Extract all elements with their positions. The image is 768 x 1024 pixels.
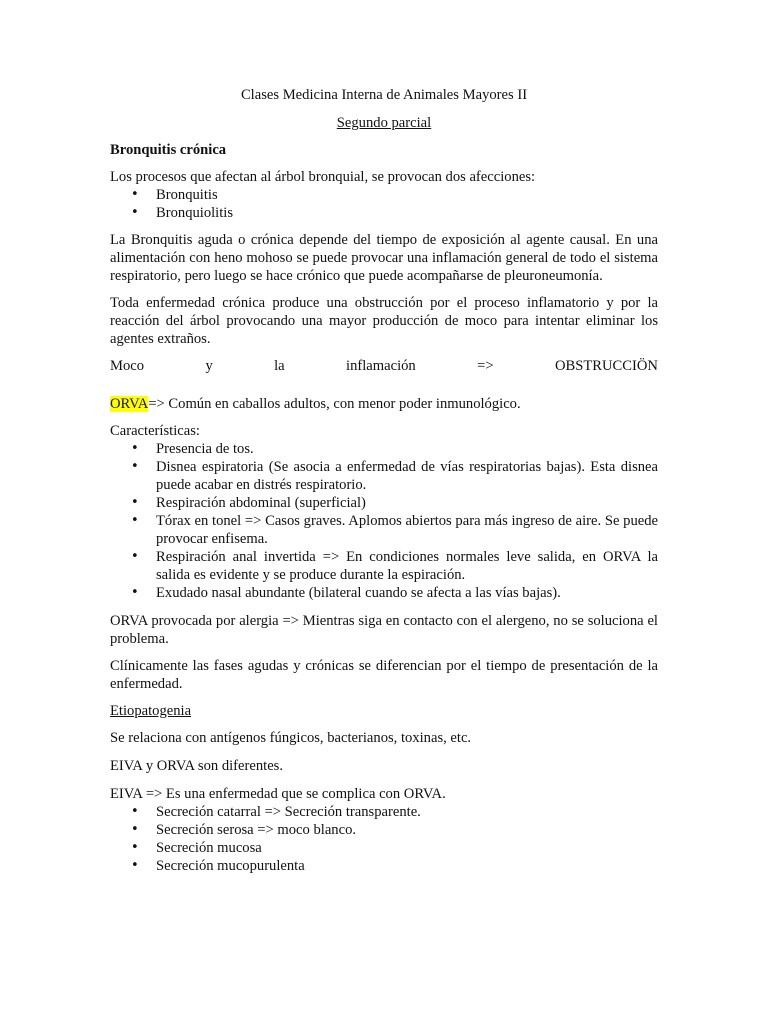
bullet-icon: • [131, 495, 139, 510]
word: la [274, 358, 285, 374]
list-item-text: Secreción mucopurulenta [156, 858, 305, 874]
paragraph: Se relaciona con antígenos fúngicos, bacterianos, toxinas, etc. [110, 730, 472, 746]
word: => [477, 358, 494, 374]
list-item [110, 803, 658, 821]
bullet-icon: • [131, 804, 139, 819]
orva-highlight: ORVA [110, 396, 149, 412]
list-item [110, 186, 658, 204]
list-item-text: Bronquitis [156, 187, 218, 203]
paragraph: EIVA y ORVA son diferentes. [110, 758, 284, 774]
bullet-icon: • [131, 858, 139, 873]
list-item [110, 857, 658, 875]
bullet-icon: • [131, 822, 139, 837]
list-item-text: Secreción serosa => moco blanco. [156, 822, 357, 838]
word: OBSTRUCCIÖN [554, 358, 658, 374]
list-item-text: Tórax en tonel => Casos graves. Aplomos abiertos para más ingreso de aire. Se puede provocar enfisema. [156, 513, 658, 547]
bullet-icon: • [131, 513, 139, 528]
characteristics-label: Características: [110, 423, 200, 439]
list-item-text: Secreción mucosa [156, 840, 262, 856]
intro-paragraph: Los procesos que afectan al árbol bronquial, se provocan dos afecciones: [110, 169, 536, 185]
list-item [110, 204, 658, 222]
list-item-text: Respiración anal invertida => En condiciones normales leve salida, en ORVA la salida es evidente y se produce durante la espiración. [156, 549, 658, 583]
list-item-text: Secreción catarral => Secreción transparente. [156, 804, 421, 820]
list-item [110, 839, 658, 857]
section-heading-bronquitis: Bronquitis crónica [110, 142, 227, 158]
document-page [110, 86, 658, 875]
list-item-text: Exudado nasal abundante (bilateral cuando se afecta a las vías bajas). [156, 585, 561, 601]
list-item [110, 494, 658, 512]
subtitle-line [110, 114, 658, 132]
list-item [110, 548, 658, 584]
bullet-icon: • [131, 549, 139, 564]
bullet-icon: • [131, 187, 139, 202]
paragraph: La Bronquitis aguda o crónica depende del tiempo de exposición al agente causal. En una alimentación con heno mohoso se puede provocar una inflamación general de todo el sistema respiratorio, pero luego se hace crónico que puede acompañarse de pleuroneumonía. [110, 232, 658, 284]
orva-line [110, 395, 658, 413]
secretions-list [110, 803, 658, 875]
list-item [110, 512, 658, 548]
bullet-icon: • [131, 205, 139, 220]
document-subtitle: Segundo parcial [336, 115, 432, 131]
word: y [205, 358, 213, 374]
paragraph: ORVA provocada por alergia => Mientras siga en contacto con el alergeno, no se soluciona el problema. [110, 613, 658, 647]
word: inflamación [346, 358, 416, 374]
bullet-icon: • [131, 441, 139, 456]
characteristics-list [110, 440, 658, 602]
list-item-text: Disnea espiratoria (Se asocia a enfermedad de vías respiratorias bajas). Esta disnea puede acabar en distrés respiratorio. [156, 459, 658, 493]
list-item [110, 440, 658, 458]
paragraph: EIVA => Es una enfermedad que se complica con ORVA. [110, 786, 446, 802]
list-item-text: Presencia de tos. [156, 441, 254, 457]
obstruction-line [110, 357, 658, 375]
subtitle-line [110, 702, 658, 720]
paragraph: Toda enfermedad crónica produce una obstrucción por el proceso inflamatorio y por la reacción del árbol provocando una mayor producción de moco para intentar eliminar los agentes extraños. [110, 295, 658, 347]
word: Moco [110, 358, 145, 374]
orva-text: => Común en caballos adultos, con menor poder inmunológico. [148, 396, 521, 412]
list-item [110, 458, 658, 494]
list-item [110, 821, 658, 839]
paragraph: Clínicamente las fases agudas y crónicas se diferencian por el tiempo de presentación de la enfermedad. [110, 658, 658, 692]
affections-list [110, 186, 658, 222]
section-heading-etiopatogenia: Etiopatogenia [110, 703, 192, 719]
list-item [110, 584, 658, 602]
bullet-icon: • [131, 840, 139, 855]
list-item-text: Bronquiolitis [156, 205, 234, 221]
bullet-icon: • [131, 459, 139, 474]
bullet-icon: • [131, 585, 139, 600]
list-item-text: Respiración abdominal (superficial) [156, 495, 366, 511]
document-title: Clases Medicina Interna de Animales Mayores II [240, 87, 528, 103]
